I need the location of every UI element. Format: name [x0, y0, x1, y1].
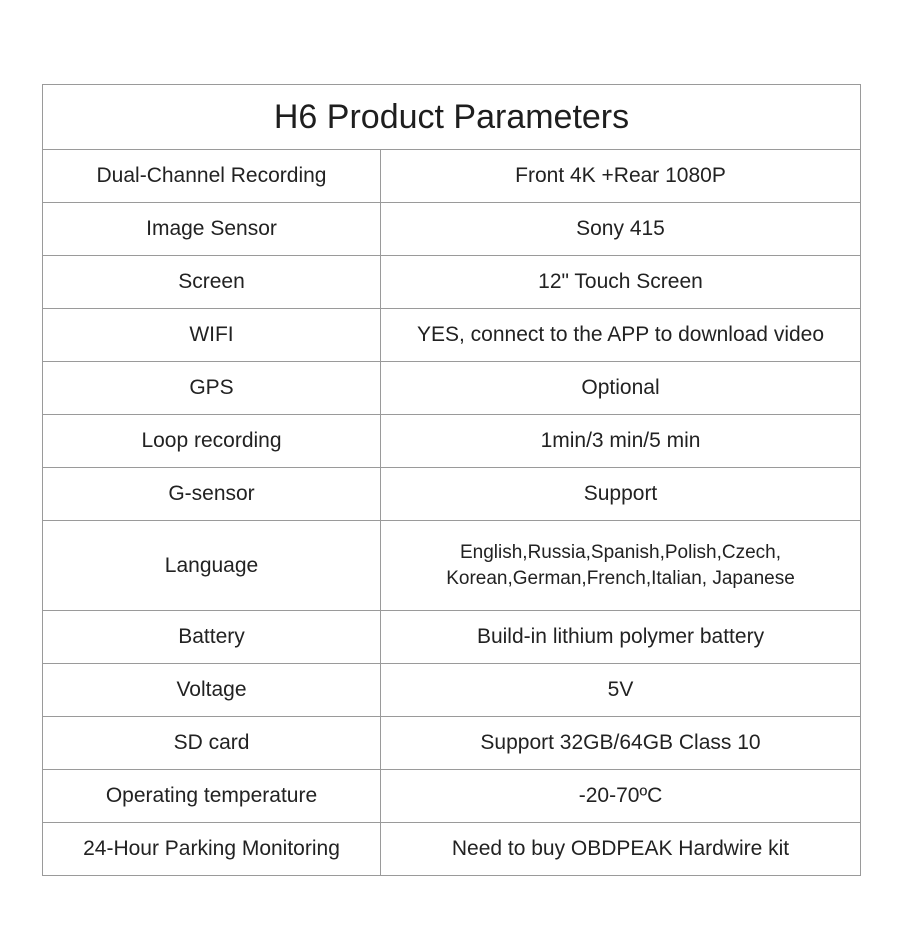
- table-title: H6 Product Parameters: [43, 85, 861, 150]
- row-value: Sony 415: [381, 203, 861, 256]
- table-row: [43, 468, 861, 521]
- table-row: [43, 309, 861, 362]
- row-label: Operating temperature: [43, 770, 381, 823]
- table-row: [43, 256, 861, 309]
- product-parameters-table: [42, 84, 861, 876]
- row-value-line: Korean,German,French,Italian, Japanese: [446, 567, 795, 589]
- row-label: Screen: [43, 256, 381, 309]
- row-value: Support 32GB/64GB Class 10: [381, 717, 861, 770]
- table-row: [43, 362, 861, 415]
- row-label: Loop recording: [43, 415, 381, 468]
- row-label: Voltage: [43, 664, 381, 717]
- row-value: -20-70ºC: [381, 770, 861, 823]
- table-row: [43, 664, 861, 717]
- row-value: Build-in lithium polymer battery: [381, 611, 861, 664]
- row-value: Support: [381, 468, 861, 521]
- row-value: 12" Touch Screen: [381, 256, 861, 309]
- row-label: GPS: [43, 362, 381, 415]
- row-label: Image Sensor: [43, 203, 381, 256]
- row-label: Dual-Channel Recording: [43, 150, 381, 203]
- row-label: Battery: [43, 611, 381, 664]
- row-label: SD card: [43, 717, 381, 770]
- row-label: Language: [43, 521, 381, 611]
- row-value: Front 4K +Rear 1080P: [381, 150, 861, 203]
- row-label: WIFI: [43, 309, 381, 362]
- table-row: [43, 521, 861, 611]
- table-row: [43, 203, 861, 256]
- row-value: [381, 521, 861, 611]
- row-value: Need to buy OBDPEAK Hardwire kit: [381, 823, 861, 876]
- row-value: 1min/3 min/5 min: [381, 415, 861, 468]
- row-value-line: English,Russia,Spanish,Polish,Czech,: [459, 541, 782, 563]
- row-value: Optional: [381, 362, 861, 415]
- row-label: 24-Hour Parking Monitoring: [43, 823, 381, 876]
- table-row: [43, 770, 861, 823]
- row-label: G-sensor: [43, 468, 381, 521]
- row-value: YES, connect to the APP to download video: [381, 309, 861, 362]
- table-row: [43, 150, 861, 203]
- table-row: [43, 415, 861, 468]
- table-row: [43, 823, 861, 876]
- table-row: [43, 611, 861, 664]
- table-title-row: [43, 85, 861, 150]
- row-value: 5V: [381, 664, 861, 717]
- table-row: [43, 717, 861, 770]
